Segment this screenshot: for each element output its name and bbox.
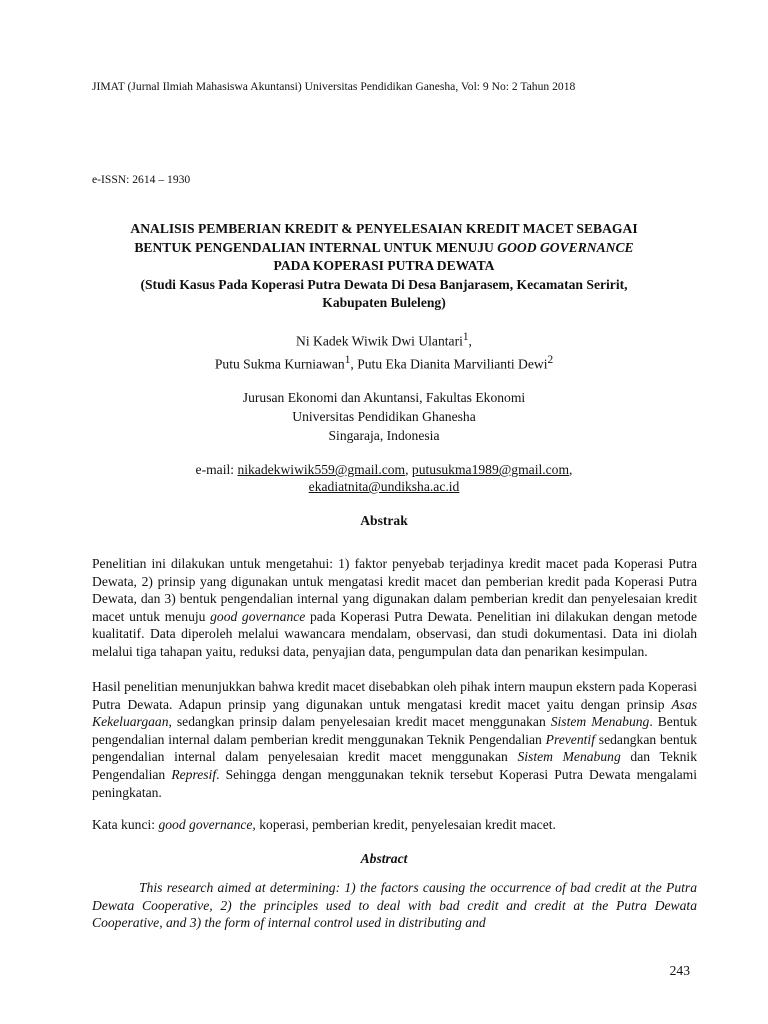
email-link-2[interactable]: putusukma1989@gmail.com [411,462,570,477]
title-line-1: ANALISIS PEMBERIAN KREDIT & PENYELESAIAN KREDIT MACET SEBAGAI [130,221,638,236]
paper-title [92,220,676,313]
abstract-paragraph: This research aimed at determining: 1) the factors causing the occurrence of bad credit at the Putra Dewata Cooperative, 2) the principles used to deal with bad credit and credit at the Putra Dewata Cooperative, and 3) the form of internal control used in distributing and [92,880,697,931]
affiliation [92,388,676,445]
abstract-heading: Abstract [360,851,408,866]
email-link-3[interactable]: ekadiatnita@undiksha.ac.id [308,479,460,494]
email-link-1[interactable]: nikadekwiwik559@gmail.com [237,462,406,477]
abstrak-paragraph-2: Hasil penelitian menunjukkan bahwa kredit macet disebabkan oleh pihak intern maupun ekstern pada Koperasi Putra Dewata. Adapun prinsip yang digunakan untuk mengatasi kredit macet yaitu dengan prinsip Asas Kekeluargaan, sedangkan prinsip dalam penyelesaian kredit macet menggunakan Sistem Menabung. Bentuk pengendalian internal dalam pemberian kredit menggunakan Teknik Pengendalian Preventif sedangkan bentuk pengendalian internal dalam penyelesaian kredit macet menggunakan Sistem Menabung dan Teknik Pengendalian Represif. Sehingga dengan menggunakan teknik tersebut Koperasi Putra Dewata mengalami peningkatan. [92,679,698,800]
title-line-4: (Studi Kasus Pada Koperasi Putra Dewata Di Desa Banjarasem, Kecamatan Seririt, [140,276,628,292]
author-line-1: Ni Kadek Wiwik Dwi Ulantari$^1$, [296,331,472,349]
email-block: e-mail: nikadekwiwik559@gmail.com, putusukma1989@gmail.com, ekadiatnita@undiksha.ac.id [195,462,573,494]
page-number: 243 [669,963,690,978]
abstrak-paragraph-1: Penelitian ini dilakukan untuk mengetahui: 1) faktor penyebab terjadinya kredit macet pada Koperasi Putra Dewata, 2) prinsip yang digunakan untuk mengatasi kredit macet dan pemberian kredit pada Koperasi Putra Dewata, dan 3) bentuk pengendalian internal yang digunakan dalam pemberian kredit dan penyelesaian kredit macet untuk menuju good governance pada Koperasi Putra Dewata. Penelitian ini dilakukan dengan metode kualitatif. Data diperoleh melalui wawancara mendalam, observasi, dan studi dokumentasi. Data ini diolah melalui tiga tahapan yaitu, reduksi data, penyajian data, pengumpulan data dan penarikan kesimpulan. [92,556,697,659]
author-line-2: Putu Sukma Kurniawan$^1$, Putu Eka Dianita Marvilianti Dewi$^2$ [214,353,554,372]
issn: e-ISSN: 2614 – 1930 [92,173,191,186]
abstrak-heading: Abstrak [360,513,408,528]
affiliation-line-2: Universitas Pendidikan Ghanesha [292,409,476,424]
title-line-5: Kabupaten Buleleng) [322,295,446,310]
title-line-3: PADA KOPERASI PUTRA DEWATA [273,258,495,273]
journal-header: JIMAT (Jurnal Ilmiah Mahasiswa Akuntansi) Universitas Pendidikan Ganesha, Vol: 9 No: 2 Tahun 2018 [92,80,576,93]
title-line-2: BENTUK PENGENDALIAN INTERNAL UNTUK MENUJU GOOD GOVERNANCE [134,239,634,255]
affiliation-line-1: Jurusan Ekonomi dan Akuntansi, Fakultas Ekonomi [242,390,526,405]
authors [92,328,676,373]
keywords: Kata kunci: good governance, koperasi, pemberian kredit, penyelesaian kredit macet. [92,817,556,832]
affiliation-line-3: Singaraja, Indonesia [328,428,440,443]
